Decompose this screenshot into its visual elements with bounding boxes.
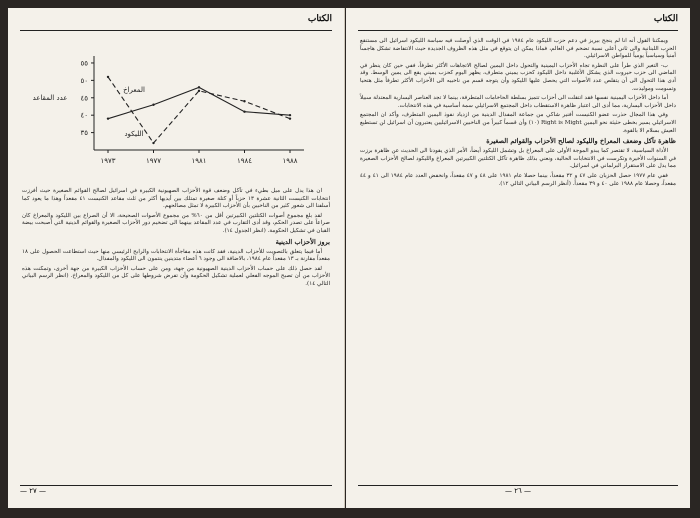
legend-label-maarakh: المعراخ xyxy=(123,86,145,94)
seats-line-chart xyxy=(22,38,322,178)
right-page-footer xyxy=(358,485,678,496)
right-section-paragraph-1: الأداة السياسية، لا تقتصر كما يبدو الموجة الأولى على المعراخ بل وتشمل الليكود أيضاً، الأمر الذي يقودنا الى الحديث عن ظاهرة برزت في السنوات الأخيرة وتكرست في الانتخابات الحالية، ونعني بذلك ظاهرة تآكل الكتلتين الكبيرتين المعراخ والليكود لصالح الأحزاب الصغيرة مما يدل على الاستقرار البرلماني في اسرائيل. xyxy=(360,148,676,170)
left-page-header xyxy=(20,14,332,31)
right-page-number: — ٢٦ — xyxy=(505,487,531,495)
right-section-title: ظاهرة تآكل وضعف المعراخ والليكود لصالح الأحزاب والقوائم الصغيرة xyxy=(486,137,676,146)
x-tick-label: ١٩٧٧ xyxy=(145,157,162,165)
left-body xyxy=(22,188,330,291)
y-tick-label: ٣٥ xyxy=(80,129,88,138)
left-page xyxy=(8,8,345,508)
left-page-footer xyxy=(20,485,332,496)
y-tick-label: ٤٥ xyxy=(80,94,88,103)
right-page-header xyxy=(358,14,678,31)
x-tick-label: ١٩٧٣ xyxy=(100,157,116,165)
right-paragraph-4: وفي هذا المجال حذرت عضو الكنيست أفنير شاكي من جماعة المفدال الدينية من ازدياد نفوذ اليمين المتطرف، وأكد ان المجتمع الاسرائيلي يسير بخطى حثيثة نحو اليمين Right is Might (١٠) وأن قسماً كبيراً من الناخبين الاسرائيليين يعتبرون أن اسرائيل لن تستطيع العيش بسلام الا بالقوة. xyxy=(360,112,676,134)
right-body xyxy=(360,38,676,190)
y-axis-label: عدد المقاعد xyxy=(32,94,68,102)
series-0-point xyxy=(243,100,245,102)
left-page-number: — ٢٧ — xyxy=(20,487,46,495)
series-1-point xyxy=(107,117,109,119)
left-header-title: الكتاب xyxy=(307,14,332,24)
right-section-paragraph-2: ففي عام ١٩٧٧ حصل الحزبان على ٤٧ و ٣٢ مقعداً، بينما حصلا عام ١٩٨١ على ٤٨ و ٤٧ مقعداً، وانخفض العدد عام ١٩٨٤ الى ٤١ و ٤٤ مقعداً، وحصلا عام ١٩٨٨ على ٤٠ و ٣٩ مقعداً. (أنظر الرسم البياني التالي ١٢). xyxy=(360,172,676,187)
left-section-paragraph-2: لقد حصل ذلك على حساب الأحزاب الدينية الصهيونية من جهة، ومن على حساب الأحزاب الكبيرة من جهة أخرى، وتمكنت هذه الأحزاب من أن تصبح الموجه الفعلي لعملية تشكيل الحكومة وأن تفرض شروطها على كل من الليكود والمعراخ. (انظر الرسم البياني التالي ١٤). xyxy=(22,265,330,287)
y-tick-label: ٤٠ xyxy=(80,111,88,120)
series-1-point xyxy=(289,114,291,116)
right-paragraph-3: أما داخل الأحزاب اليمينية نفسها فقد انتقلت الى أحزاب تتميز بسلطة الحاخامات المتطرفة، بينما لا تجد العناصر اليسارية المعتدلة سبيلاً داخل الأحزاب اليسارية، مما أدى الى اعتبار ظاهرة الاستقطاب داخل المجتمع الاسرائيلي سمة أساسية في هذه الانتخابات. xyxy=(360,95,676,109)
legend-label-likud: الليكود xyxy=(124,130,144,138)
left-paragraph-1: ان هذا يدل على ميل بطيء في تآكل وضعف قوة الأحزاب الصهيونية الكبيرة في اسرائيل لصالح القوائم الصغيرة حيث أفرزت انتخابات الكنيست الثانية عشرة ١٣ حزباً أو كتلة صغيرة تمتلك بين أيديها أكثر من ثلث مقاعد الكنيست ٤١ مقعداً وهذا ما يعود كما أسلفنا الى شعور كثير من الناخبين بأن الأحزاب الكبيرة لا تمثل مصالحهم. xyxy=(22,188,330,210)
right-paragraph-1: ويمكننا القول أنه انا لم ينجح بيريز في دعم حزب الليكود عام ١٩٨٤ في الوقت الذي أوصلت فيه سياسة الليكود اسرائيل الى مستنقع الحرب اللبنانية والى ثاني أعلى نسبة تضخم في العالم، فماذا يمكن ان يتوقع في مثل هذه الظروف الجديدة حيث الانتفاضة تشكل هاجساً أمنياً وسياسياً يومياً للمواطن الاسرائيلي. xyxy=(360,38,676,60)
x-tick-label: ١٩٨٨ xyxy=(282,157,298,165)
right-paragraph-2: ب- التغير الذي طرأ على النظرة تجاه الأحزاب اليمينية والتحول داخل اليمين لصالح الاتجاهات الأكثر تطرفاً، ففي حين كان ينظر في الماضي الى حزب حيروت الذي يشكل الأغلبية داخل الليكود كحزب يميني متطرف، يظهر اليوم كحزب يميني يقع الى يمين الوسط. وقد أدى هذا التحول الى أن يتقلص عدد الأصوات التي يحصل عليها الليكود وأن يتوجه قسم من ناخبيه الى الأحزاب الأكثر تطرفاً مثل هتحيا وتسومت وموليدت. xyxy=(360,62,676,92)
series-1-point xyxy=(243,111,245,113)
y-tick-label: ٥٠ xyxy=(80,76,88,85)
right-header-title: الكتاب xyxy=(653,14,678,24)
y-tick-label: ٥٥ xyxy=(80,59,88,68)
left-section-paragraph-1: أما فيما يتعلق بالتصويت للأحزاب الدينية، فقد كانت هذه مفاجأة الانتخابات والرابح الرئيسي منها حيث استطاعت الحصول على ١٨ مقعداً مقارنة بـ ١٣ مقعداً عام ١٩٨٤، بالاضافة الى وجود ٦ أعضاء متدينين ينتمون الى الليكود والمفدال. xyxy=(22,248,330,263)
left-paragraph-2: لقد بلغ مجموع أصوات الكتلتين الكبيرتين أقل من ٦٠% من مجموع الأصوات الصحيحة، الا أن الصراع بين الليكود والمعراخ كان صراعاً على تصدر الحكم، وقد أدى التقارب في عدد المقاعد بينهما الى تضخيم دور الأحزاب الصغيرة والقوائم الدينية التي أصبحت بيضة القبان في تشكيل الحكومة. (انظر الجدول ١٤). xyxy=(22,212,330,234)
x-tick-label: ١٩٨٤ xyxy=(236,157,253,165)
series-0-point xyxy=(107,76,109,78)
series-0-point xyxy=(198,90,200,92)
series-1-point xyxy=(198,86,200,88)
series-1-point xyxy=(152,104,154,106)
right-page xyxy=(346,8,690,508)
series-0-point xyxy=(152,142,154,144)
left-section-title: بروز الأحزاب الدينية xyxy=(275,237,330,246)
x-tick-label: ١٩٨١ xyxy=(191,157,207,165)
series-0-point xyxy=(289,117,291,119)
